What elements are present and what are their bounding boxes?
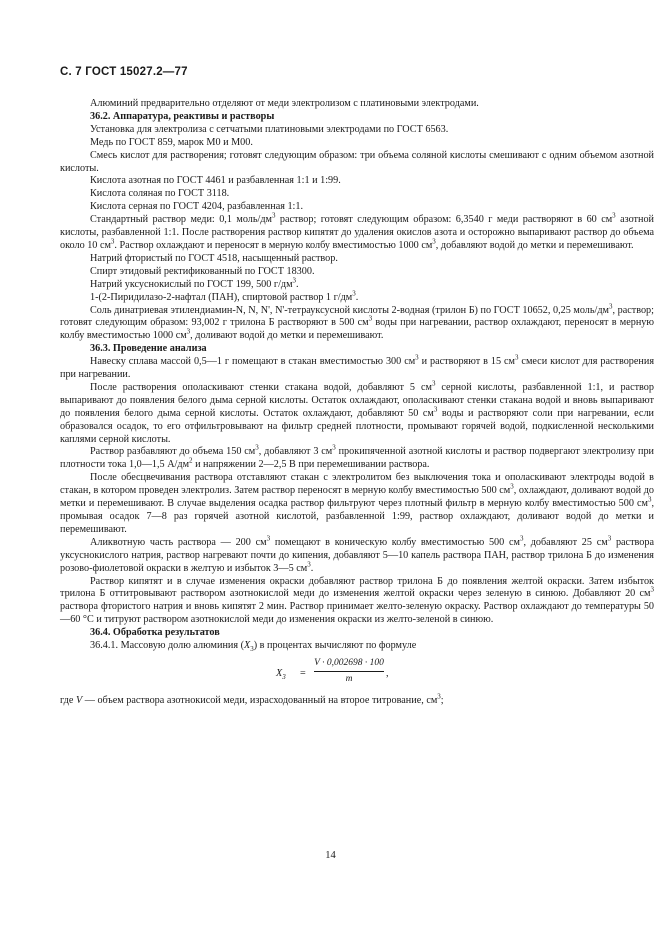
paragraph: Кислота азотная по ГОСТ 4461 и разбавленная 1:1 и 1:99.	[90, 175, 341, 187]
formula-trail: ,	[386, 667, 389, 679]
paragraph: Медь по ГОСТ 859, марок М0 и М00.	[90, 136, 253, 148]
paragraph: Установка для электролиза с сетчатыми платиновыми электродами по ГОСТ 6563.	[90, 123, 449, 135]
section-heading: 36.4. Обработка результатов	[90, 627, 220, 639]
formula-equals: =	[300, 667, 306, 679]
paragraph: Соль динатриевая этилендиамин-N, N, N', N'-тетрауксусной кислоты 2-водная (трилон Б) по ГОСТ 10652, 0,25 моль/$дм^3$, раствор; готовят следующим образом: 93,002 г трилона Б растворяют в 500 $см^3$ воды при нагревании, раствор охлаждают, переносят в мерную колбу вместимостью 1000 $см^3$, доливают водой до метки и перемешивают.	[60, 302, 654, 342]
paragraph: Аликвотную часть раствора — 200 $см^3$ помещают в коническую колбу вместимостью 500 $см^3$, добавляют 25 $см^3$ раствора уксуснокислого натрия, раствор нагревают почти до кипения, добавляют 5—10 капель раствора ПАН, раствор трилона Б до изменения розово-фиолетовой окраски в желтую и избыток 3—5 $см^3$.	[60, 534, 654, 574]
paragraph: Раствор кипятят и в случае изменения окраски добавляют раствор трилона Б до появления желтой окраски. Затем избыток трилона Б оттитровывают раствором азотнокислой меди до изменения желтой окраски через зеленую в синюю. Добавляют 20 $см^3$ раствора фтористого натрия и вновь кипятят 2 мин. Раствор принимает желто-зеленую окраску. Раствор охлаждают до температуры 50—60 °С и титруют раствором азотнокислой меди до изменения окраски из желто-зеленой в синюю.	[60, 575, 654, 626]
document-body	[60, 98, 654, 708]
section-heading: 36.3. Проведение анализа	[90, 343, 207, 355]
page-number: 14	[325, 850, 336, 861]
paragraph: Смесь кислот для растворения; готовят следующим образом: три объема соляной кислоты смешивают с одним объемом азотной кислоты.	[60, 149, 654, 174]
paragraph: После обесцвечивания раствора отставляют стакан с электролитом без выключения тока и ополаскивают электроды водой в стакан, в котором проведен электролиз. Затем раствор переносят в мерную колбу вместимостью 500 $см^3$, охлаждают, доливают водой до метки и перемешивают. В случае выделения осадка раствор фильтруют через плотный фильтр в мерную колбу вместимостью 500 $см^3$, промывая осадок 7—8 раз горячей азотной кислотой, разбавленной 1:99, раствор охлаждают, доливают водой до метки и перемешивают.	[60, 472, 654, 535]
paragraph: После растворения ополаскивают стенки стакана водой, добавляют 5 $см^3$ серной кислоты, разбавленной 1:1, и раствор выпаривают до появления белого дыма серной кислоты. Остаток охлаждают, ополаскивают стенки стакана водой и вновь выпаривают до появления белого дыма серной кислоты. Остаток охлаждают, добавляют 50 $см^3$ воды и растворяют соли при нагревании, если образовался осадок, то его отфильтровывают на фильтр средней плотности, промывают горячей водой, подкисленной несколькими каплями серной кислоты.	[60, 379, 654, 445]
section-heading: 36.2. Аппаратура, реактивы и растворы	[90, 110, 275, 122]
paragraph: Стандартный раствор меди: 0,1 моль/$дм^3$ раствор; готовят следующим образом: 6,3540 г меди растворяют в 60 $см^3$ азотной кислоты, разбавленной 1:1. После растворения раствор кипятят до удаления окислов азота и осторожно выпаривают раствор до объема около 10 $см^3$. Раствор охлаждают и переносят в мерную колбу вместимостью 1000 $см^3$, добавляют водой до метки и перемешивают.	[60, 211, 655, 251]
paragraph: Натрий фтористый по ГОСТ 4518, насыщенный раствор.	[90, 252, 338, 264]
page-header: С. 7 ГОСТ 15027.2—77	[60, 66, 188, 78]
paragraph: Спирт этидовый ректификованный по ГОСТ 18300.	[90, 265, 315, 277]
formula-lhs: $X_3$	[276, 667, 286, 681]
paragraph: Натрий уксуснокислый по ГОСТ 199, 500 $г/дм^3$.	[90, 276, 299, 290]
paragraph: Раствор разбавляют до объема 150 $см^3$, добавляют 3 $см^3$ прокипяченной азотной кислоты и раствор подвергают электролизу при плотности тока 1,0—1,5 $А/дм^2$ и напряжении 2—2,5 В при перемешивании раствора.	[60, 444, 655, 471]
paragraph: где V — объем раствора азотнокисой меди, израсходованный на второе титрование, $см^3$;	[60, 692, 444, 706]
formula-numerator: V · 0,002698 · 100	[314, 657, 384, 672]
paragraph: 1-(2-Пиридилазо-2-нафтал (ПАН), спиртовой раствор 1 $г/дм^3$.	[90, 289, 359, 303]
formula-fraction	[314, 657, 384, 686]
paragraph: Кислота соляная по ГОСТ 3118.	[90, 188, 230, 200]
paragraph: Кислота серная по ГОСТ 4204, разбавленная 1:1.	[90, 201, 304, 213]
formula	[60, 657, 654, 693]
paragraph: 36.4.1. Массовую долю алюминия $(X_3)$ в процентах вычисляют по формуле	[90, 640, 417, 654]
paragraph: Навеску сплава массой 0,5—1 г помещают в стакан вместимостью 300 $см^3$ и растворяют в 15 $см^3$ смеси кислот для растворения при нагревании.	[60, 353, 655, 381]
formula-denominator: m	[345, 673, 353, 684]
paragraph: Алюминий предварительно отделяют от меди электролизом с платиновыми электродами.	[90, 98, 479, 109]
